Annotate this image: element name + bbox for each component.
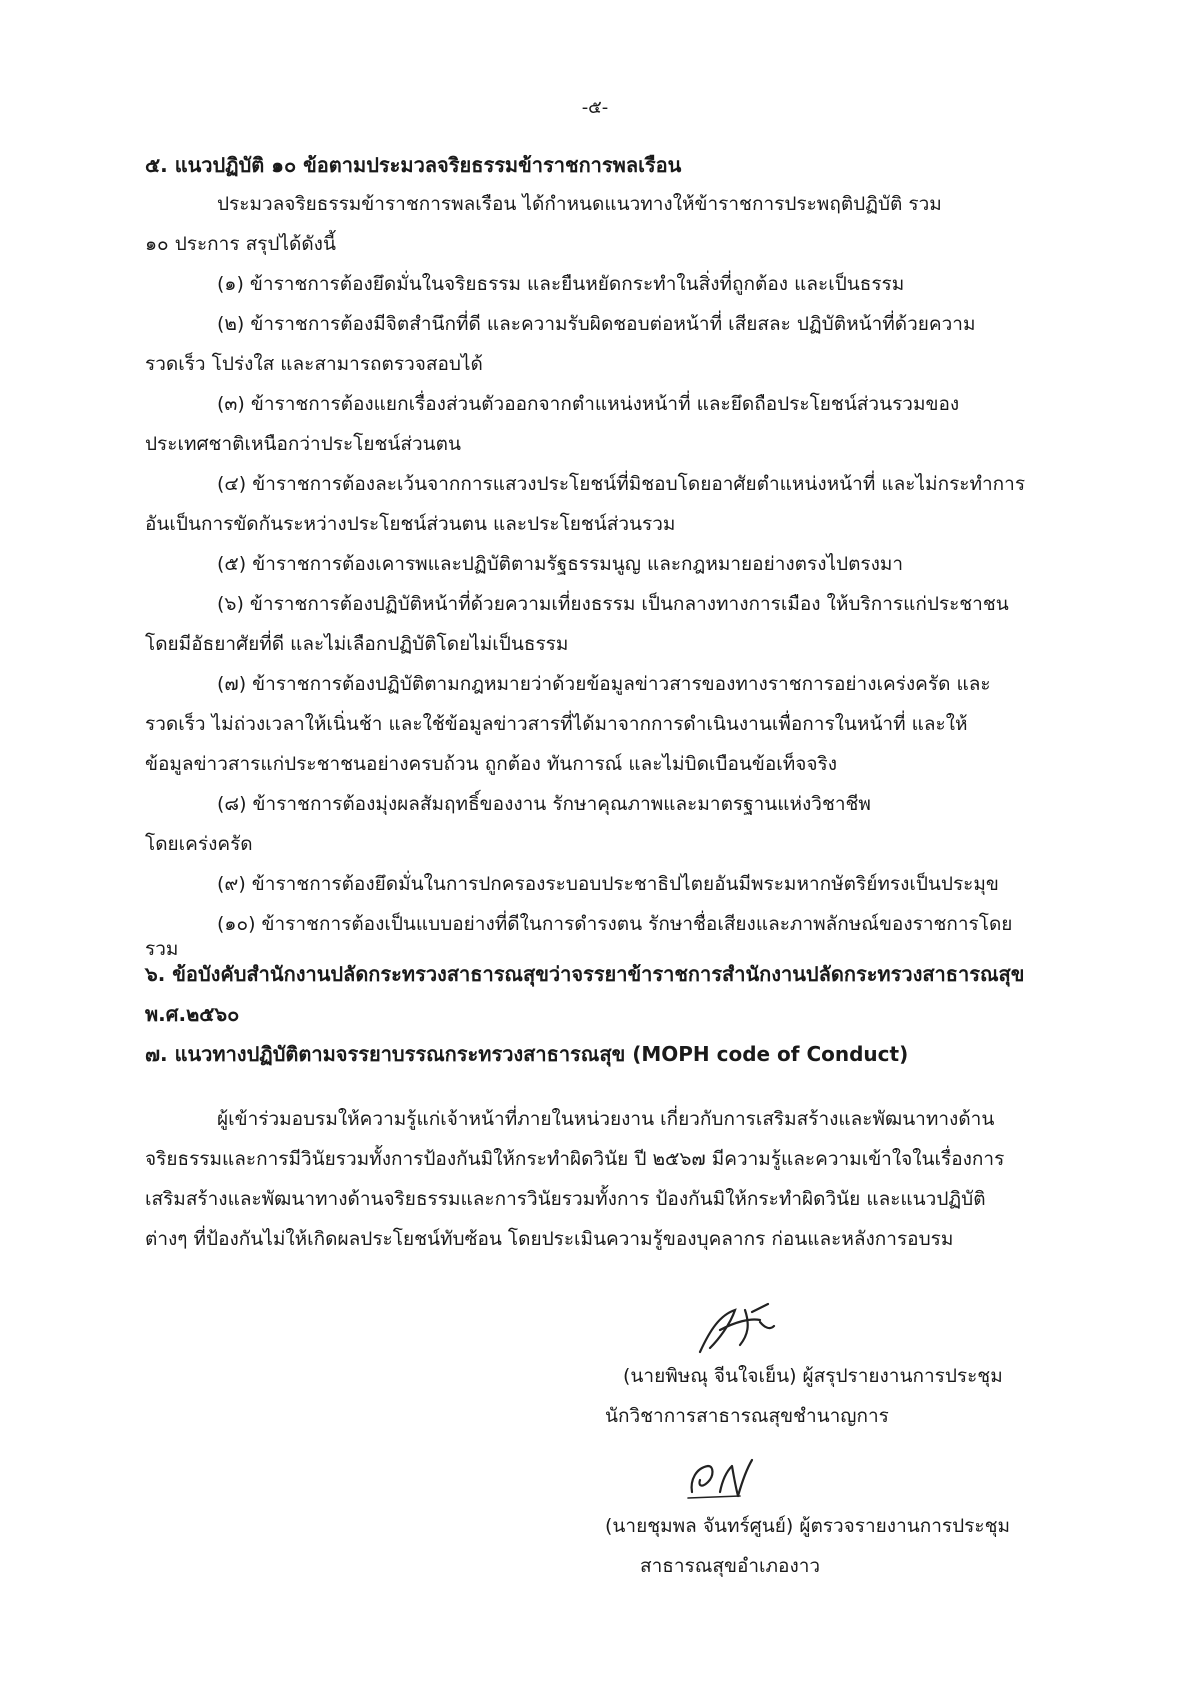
signature-block-2 xyxy=(605,1514,1055,1594)
ethics-item-line: (๕) ข้าราชการต้องเคารพและปฏิบัติตามรัฐธรรมนูญ และกฎหมายอย่างตรงไปตรงมา xyxy=(217,553,904,575)
summary-paragraph xyxy=(145,1107,1045,1267)
ethics-item xyxy=(145,792,1045,872)
ethics-item xyxy=(145,272,1045,312)
section-5-intro xyxy=(145,192,1045,272)
ethics-item-line: (๓) ข้าราชการต้องแยกเรื่องส่วนตัวออกจากตำแหน่งหน้าที่ และยึดถือประโยชน์ส่วนรวมของ xyxy=(217,393,960,415)
page-number: -๕- xyxy=(581,97,609,118)
ethics-item-line: (๖) ข้าราชการต้องปฏิบัติหน้าที่ด้วยความเที่ยงธรรม เป็นกลางทางการเมือง ให้บริการแก่ประชาชน xyxy=(217,593,1009,615)
ethics-item-line: (๒) ข้าราชการต้องมีจิตสำนึกที่ดี และความรับผิดชอบต่อหน้าที่ เสียสละ ปฏิบัติหน้าที่ด้วยความ xyxy=(217,313,976,335)
ethics-item-line: อันเป็นการขัดกันระหว่างประโยชน์ส่วนตน และประโยชน์ส่วนรวม xyxy=(145,513,676,535)
section-6-heading: ๖. ข้อบังคับสำนักงานปลัดกระทรวงสาธารณสุขว่าจรรยาข้าราชการสำนักงานปลัดกระทรวงสาธารณสุข xyxy=(145,962,1025,987)
signature-block-1 xyxy=(605,1364,1055,1444)
ethics-item xyxy=(145,552,1045,592)
ethics-item-line: ข้อมูลข่าวสารแก่ประชาชนอย่างครบถ้วน ถูกต้อง ทันการณ์ และไม่บิดเบือนข้อเท็จจริง xyxy=(145,753,838,775)
signer-2-name-role: (นายชุมพล จันทร์ศูนย์) ผู้ตรวจรายงานการประชุม xyxy=(605,1515,1011,1537)
section-5-intro-line: ประมวลจริยธรรมข้าราชการพลเรือน ได้กำหนดแนวทางให้ข้าราชการประพฤติปฏิบัติ รวม xyxy=(217,193,942,215)
section-6-heading-year: พ.ศ.๒๕๖๐ xyxy=(145,1002,240,1027)
ethics-item-line: รวดเร็ว ไม่ถ่วงเวลาให้เนิ่นช้า และใช้ข้อมูลข่าวสารที่ได้มาจากการดำเนินงานเพื่อการในหน้าที่ และให้ xyxy=(145,713,968,735)
section-5-intro-line: ๑๐ ประการ สรุปได้ดังนี้ xyxy=(145,233,336,255)
ethics-item-line: ประเทศชาติเหนือกว่าประโยชน์ส่วนตน xyxy=(145,433,461,455)
ethics-items-list xyxy=(145,272,1045,961)
summary-line: เสริมสร้างและพัฒนาทางด้านจริยธรรมและการวินัยรวมทั้งการ ป้องกันมิให้กระทำผิดวินัย และแนวปฏิบัติ xyxy=(145,1188,986,1211)
signer-1-name-role: (นายพิษณุ จีนใจเย็น) ผู้สรุปรายงานการประชุม xyxy=(623,1365,1003,1387)
ethics-item-line: (๑๐) ข้าราชการต้องเป็นแบบอย่างที่ดีในการดำรงตน รักษาชื่อเสียงและภาพลักษณ์ของราชการโดยรวม xyxy=(145,913,1013,960)
ethics-item-line: (๙) ข้าราชการต้องยึดมั่นในการปกครองระบอบประชาธิปไตยอันมีพระมหากษัตริย์ทรงเป็นประมุข xyxy=(217,873,999,895)
document-body xyxy=(145,152,1045,1267)
ethics-item xyxy=(145,672,1045,792)
ethics-item-line: โดยเคร่งครัด xyxy=(145,833,253,855)
signer-2-position: สาธารณสุขอำเภองาว xyxy=(640,1555,821,1577)
ethics-item-line: รวดเร็ว โปร่งใส และสามารถตรวจสอบได้ xyxy=(145,353,483,375)
signature-2-handwritten xyxy=(680,1452,760,1504)
ethics-item-line: (๘) ข้าราชการต้องมุ่งผลสัมฤทธิ์ของงาน รักษาคุณภาพและมาตรฐานแห่งวิชาชีพ xyxy=(217,793,871,815)
summary-line: ต่างๆ ที่ป้องกันไม่ให้เกิดผลประโยชน์ทับซ้อน โดยประเมินความรู้ของบุคลากร ก่อนและหลังการอบรม xyxy=(145,1228,954,1251)
ethics-item xyxy=(145,912,1045,961)
ethics-item-line: โดยมีอัธยาศัยที่ดี และไม่เลือกปฏิบัติโดยไม่เป็นธรรม xyxy=(145,633,569,655)
ethics-item xyxy=(145,592,1045,672)
ethics-item xyxy=(145,312,1045,392)
ethics-item xyxy=(145,472,1045,552)
ethics-item xyxy=(145,872,1045,912)
section-5-heading: ๕. แนวปฏิบัติ ๑๐ ข้อตามประมวลจริยธรรมข้าราชการพลเรือน xyxy=(145,153,682,177)
ethics-item xyxy=(145,392,1045,472)
signer-1-position: นักวิชาการสาธารณสุขชำนาญการ xyxy=(605,1405,889,1427)
ethics-item-line: (๑) ข้าราชการต้องยึดมั่นในจริยธรรม และยืนหยัดกระทำในสิ่งที่ถูกต้อง และเป็นธรรม xyxy=(217,273,905,295)
summary-line: จริยธรรมและการมีวินัยรวมทั้งการป้องกันมิให้กระทำผิดวินัย ปี ๒๕๖๗ มีความรู้และความเข้าใจในเรื่องการ xyxy=(145,1148,1005,1171)
signature-1-handwritten xyxy=(690,1300,780,1360)
ethics-item-line: (๔) ข้าราชการต้องละเว้นจากการแสวงประโยชน์ที่มิชอบโดยอาศัยตำแหน่งหน้าที่ และไม่กระทำการ xyxy=(217,473,1026,495)
ethics-item-line: (๗) ข้าราชการต้องปฏิบัติตามกฎหมายว่าด้วยข้อมูลข่าวสารของทางราชการอย่างเคร่งครัด และ xyxy=(217,673,991,695)
section-7-heading: ๗. แนวทางปฏิบัติตามจรรยาบรรณกระทรวงสาธารณสุข (MOPH code of Conduct) xyxy=(145,1042,909,1067)
summary-line: ผู้เข้าร่วมอบรมให้ความรู้แก่เจ้าหน้าที่ภายในหน่วยงาน เกี่ยวกับการเสริมสร้างและพัฒนาทางด้าน xyxy=(217,1108,995,1131)
